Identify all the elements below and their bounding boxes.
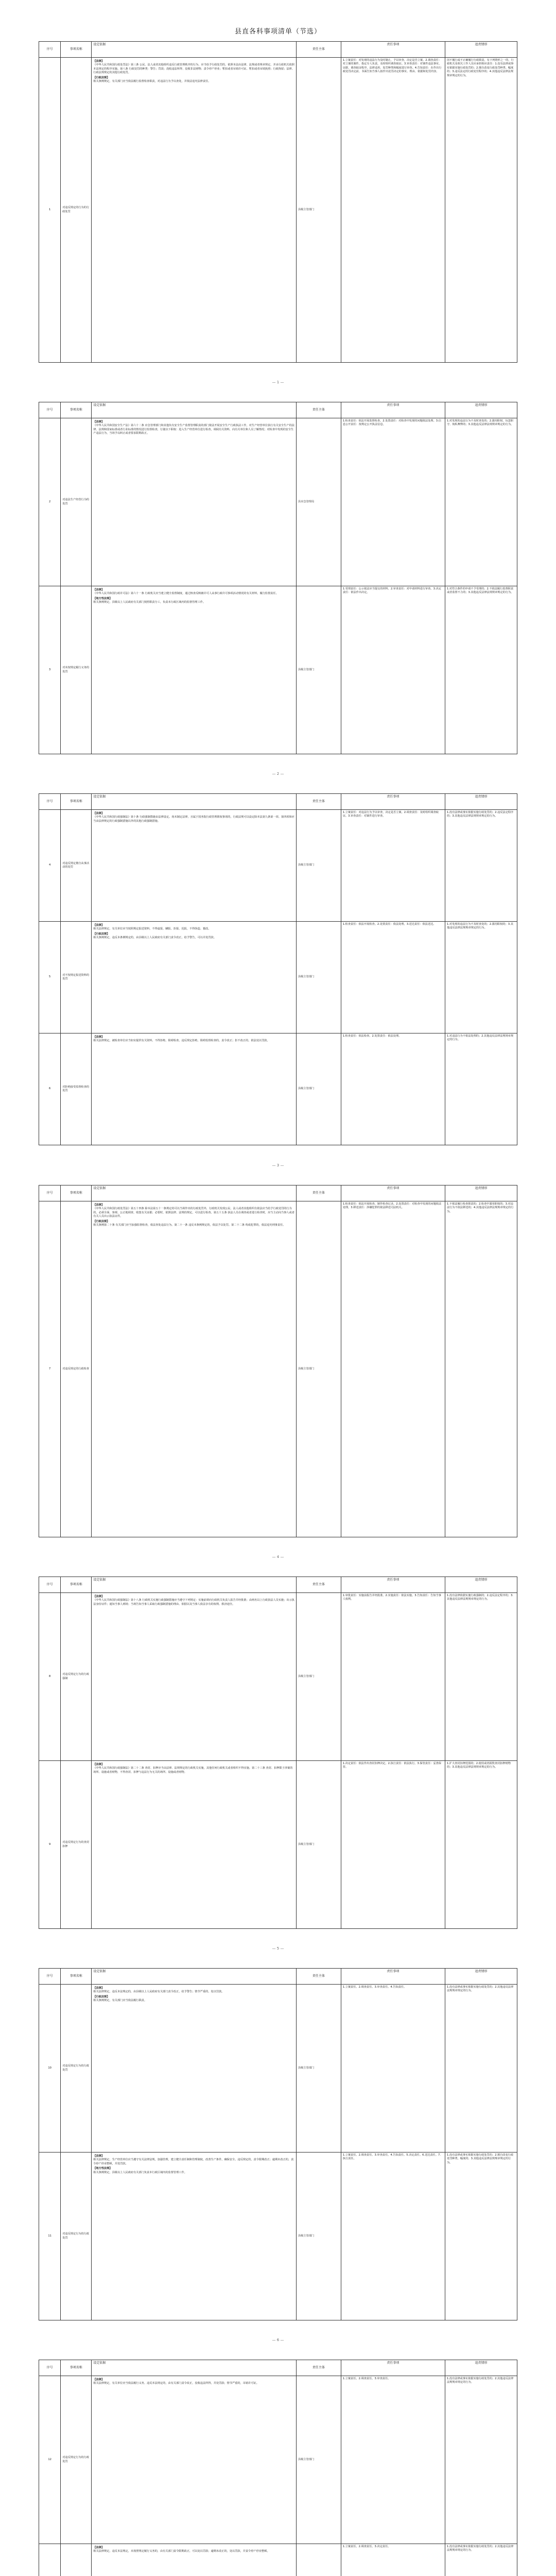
legal-basis [92,2376,297,2544]
table-header-row [39,402,517,418]
table-row [39,586,517,754]
law-citation: 【法律】 [93,924,105,927]
column-header: 设定依据 [92,2360,297,2376]
row-number: 6 [39,1033,61,1145]
table-header-row [39,42,517,58]
law-text: 相关条例规定，违反本条例规定的，由县级以上人民政府有关部门责令改正，给予警告，可以并处罚款。 [93,936,216,940]
law-text: 《中华人民共和国行政强制法》第十条 行政强制措施由法律设定。尚未制定法律，且属于国务院行政管理职权事项的，行政法规可以设定除本法第九条第一项、第四项和应当由法律规定的行政强制措施以外的其他行政强制措施。 [93,816,294,823]
row-number: 9 [39,1761,61,1929]
law-citation: 【法律】 [93,1204,105,1207]
law-text: 相关条例规定，县级以上人民政府有关部门按照职责分工，负责本行政区域内的监督管理工作。 [93,601,206,604]
column-header: 事项名称 [61,2360,92,2376]
law-text: 相关法律规定，违反本法规定的，由县级以上人民政府有关部门责令改正，给予警告；情节严重的，处以罚款。 [93,1990,224,1994]
column-header: 责任主体 [297,1969,341,1985]
table-row [39,1985,517,2153]
legal-basis [92,418,297,586]
responsibility-items: 1.检查责任：依法开展检查。2.处置责任：依法处理。3.送达责任：依法送达。 [341,922,445,1033]
responsibility-items: 1.受理责任：公示依法应当提交的材料。2.审查责任：对申请材料进行审查。3.决定责任：依法作出决定。 [341,586,445,754]
responsible-subject: 县级主管部门 [297,1201,341,1537]
row-number: 12 [39,2376,61,2544]
item-name: 对违反规定行为的行政处罚 [61,2376,92,2544]
law-citation: 【法律】 [93,420,105,423]
accountability-cases: 1.没有法律依据实施行政强制的；2.违反法定程序的；3.其他违反法律法规规章规定的行为。 [445,1593,517,1761]
responsible-subject: 县应急管理局 [297,418,341,586]
column-header: 追责情形 [445,42,517,58]
law-text: 《中华人民共和国行政强制法》第二十二条 查封、扣押应当由法律、法规规定的行政机关实施，其他任何行政机关或者组织不得实施。第二十三条 查封、扣押限于涉案的场所、设施或者财物，不得查封、扣押与违法行为无关的场所、设施或者财物。 [93,1767,293,1774]
responsible-subject: 县级主管部门 [297,810,341,922]
law-citation: 【法律】 [93,1595,105,1598]
law-citation: 【法律】 [93,812,105,815]
law-text: 相关法律规定，被检查单位应当如实提供有关资料，不得拒绝、阻碍检查。违反规定拒绝、阻碍监督检查的，责令改正；拒不改正的，依法处以罚款。 [93,1039,270,1043]
column-header: 序号 [39,402,61,418]
legal-basis [92,58,297,363]
legal-basis [92,1985,297,2153]
law-citation: 【行政法规】 [93,1995,110,1998]
law-text: 相关法律规定，有关单位应当按照规定报送资料，不得虚报、瞒报、拒报、迟报，不得伪造、篡改。 [93,927,211,931]
law-text: 相关条例规定，县级以上人民政府有关部门负责本行政区域内的监督管理工作。 [93,2171,187,2174]
law-citation: 【法律】 [93,588,105,591]
law-citation: 【法律】 [93,60,105,63]
law-citation: 【地方性法规】 [93,2167,112,2171]
table-row [39,58,517,363]
row-number: 10 [39,1985,61,2153]
law-citation: 【行政法规】 [93,76,110,79]
column-header: 设定依据 [92,1577,297,1593]
responsibility-items: 1.审批责任：实施前报告并经批准。2.实施责任：依法实施。3.告知责任：告知当事人权利。 [341,1593,445,1761]
responsible-subject: 县级主管部门 [297,922,341,1033]
responsibility-table [39,1577,517,1929]
table-row [39,922,517,1033]
responsibility-items: 1.检查责任：依法开展检查，制作检查记录。2.处置责任：对检查中发现的问题依法处理。3.移送责任：涉嫌犯罪的依法移送司法机关。 [341,1201,445,1537]
item-name: 对违反规定行为的行政处罚 [61,2153,92,2320]
responsibility-items: 1.立案责任。2.调查责任。3.审查责任。4.告知责任。5.决定责任。6.送达责任。7.执行责任。 [341,2153,445,2320]
row-number: 8 [39,1593,61,1761]
law-text: 相关法律规定，生产经营单位应当遵守有关法律法规，加强管理，建立健全责任制和管理制度，改善生产条件，确保安全。违反规定的，责令限期改正；逾期未改正的，责令停产停业整顿，并处罚款。 [93,2158,294,2165]
page-number: — 2 — [272,772,284,776]
column-header: 责任主体 [297,2360,341,2376]
responsibility-table [39,2360,517,2576]
law-citation: 【地方性法规】 [93,597,112,600]
column-header: 事项名称 [61,42,92,58]
accountability-cases: 因不履行或不正确履行行政职责，有下列情形之一的，行政机关及相关工作人员应承担相应责任：1.没有法律或事实依据实施行政处罚的；2.擅自改变行政处罚种类、幅度的；3.违反法定的行政处罚程序的；4.其他违反法律法规规章规定的行为。 [445,58,517,363]
column-header: 责任主体 [297,794,341,810]
table-row [39,1593,517,1761]
responsible-subject: 县级主管部门 [297,586,341,754]
responsible-subject: 县级主管部门 [297,1985,341,2153]
responsible-subject: 县级主管部门 [297,58,341,363]
responsible-subject [297,2544,341,2576]
responsible-subject: 县级主管部门 [297,2376,341,2544]
responsibility-table [39,41,517,363]
column-header: 设定依据 [92,1969,297,1985]
table-row [39,2376,517,2544]
item-name: 对未按规定履行义务的处罚 [61,586,92,754]
accountability-cases: 1.对发现的违法行为不及时查处的；2.滥用职权的；3.其他违反法律法规规章规定的行为。 [445,922,517,1033]
column-header: 责任主体 [297,402,341,418]
column-header: 事项名称 [61,1969,92,1985]
legal-basis [92,1593,297,1761]
column-header: 事项名称 [61,402,92,418]
row-number: 7 [39,1201,61,1537]
row-number: 2 [39,418,61,586]
column-header: 责任事项 [341,42,445,58]
column-header: 设定依据 [92,42,297,58]
accountability-cases: 1.对发现的违法行为不及时查处的；2.滥用职权、玩忽职守、徇私舞弊的；3.其他违反法律法规规章规定的行为。 [445,418,517,586]
table-header-row [39,1577,517,1593]
responsibility-items: 1.立案责任。2.调查责任。3.审查责任。4.告知责任。 [341,1985,445,2153]
column-header: 责任事项 [341,2360,445,2376]
column-header: 序号 [39,1185,61,1201]
responsibility-items: 1.立案责任。2.调查责任。3.审查责任。 [341,2376,445,2544]
responsibility-items: 1.检查责任：依法开展监督检查。2.处置责任：对检查中发现的问题依法处理。3.信息公开责任：按规定公开执法信息。 [341,418,445,586]
law-citation: 【法律】 [93,2378,105,2381]
column-header: 设定依据 [92,1185,297,1201]
accountability-cases: 1.对符合条件的申请不予受理的；2.不依法履行监督职责或者监督不力的；3.其他违反法律法规规章规定的行为。 [445,586,517,754]
column-header: 序号 [39,1577,61,1593]
accountability-cases: 1.没有法律或事实依据实施行政处罚的；2.违反法定程序的；3.其他违反法律法规规章规定的行为。 [445,810,517,922]
column-header: 序号 [39,794,61,810]
row-number: 1 [39,58,61,363]
legal-basis [92,1201,297,1537]
legal-basis [92,586,297,754]
document-title: 县直各科事项清单（节选） [234,28,321,36]
law-text: 相关法律规定，违反本法规定，未按照规定履行义务的，由有关部门责令限期改正，可以处以罚款；逾期未改正的，处以罚款，并责令停产停业整顿。 [93,2550,270,2553]
responsibility-items: 1.立案责任：对违法行为予以审查，决定是否立案。2.调查责任：及时组织调查取证。3.审查责任：对案件进行审查。 [341,810,445,922]
responsibility-items: 1.决定责任：依法作出查封扣押决定。2.执行责任：依法执行。3.保管责任：妥善保管。 [341,1761,445,1929]
legal-basis [92,1033,297,1145]
responsibility-items: 1.检查责任：依法检查。2.处置责任：依法处理。 [341,1033,445,1145]
column-header: 追责情形 [445,402,517,418]
law-citation: 【行政法规】 [93,1219,110,1223]
column-header: 追责情形 [445,1969,517,1985]
law-text: 《中华人民共和国行政处罚法》第五十四条 除本法第五十一条规定的可以当场作出的行政处罚外，行政机关发现公民、法人或者其他组织有依法应当给予行政处罚的行为的，必须全面、客观、公正地调查，收集有关证据；必要时，依照法律、法规的规定，可以进行检查。第五十五条 执法人员在调查或者进行检查时，应当主动向当事人或者有关人员出示执法证件。 [93,1207,294,1218]
column-header: 责任事项 [341,1185,445,1201]
row-number: 5 [39,922,61,1033]
responsibility-table [39,1968,517,2320]
law-text: 《中华人民共和国行政强制法》第十八条 行政机关实施行政强制措施应当遵守下列规定：实施前须向行政机关负责人报告并经批准；由两名以上行政执法人员实施；出示执法身份证件；通知当事人到场；当场告知当事人采取行政强制措施的理由、依据以及当事人依法享有的权利、救济途径。 [93,1599,294,1606]
table-header-row [39,794,517,810]
accountability-cases: 1.没有法律或事实依据实施行政处罚的；2.其他违反法律法规规章规定的行为。 [445,1985,517,2153]
table-row [39,418,517,586]
responsibility-table [39,1185,517,1537]
accountability-cases: 1.没有法律或事实依据实施行政处罚的；2.其他违反法律法规规章规定的行为。 [445,2376,517,2544]
law-citation: 【法律】 [93,1036,105,1039]
column-header: 事项名称 [61,794,92,810]
law-text: 相关法律规定，有关单位应当依法履行义务。违反本法规定的，由有关部门责令改正，没收违法所得，并处罚款；情节严重的，吊销许可证。 [93,2382,259,2385]
column-header: 追责情形 [445,2360,517,2376]
column-header: 责任主体 [297,1185,341,1201]
column-header: 追责情形 [445,1185,517,1201]
table-row [39,2153,517,2320]
column-header: 责任主体 [297,1577,341,1593]
responsible-subject: 县级主管部门 [297,1761,341,1929]
row-number: 4 [39,810,61,922]
column-header: 设定依据 [92,402,297,418]
item-name: 对违反规定行为的查封扣押 [61,1761,92,1929]
law-text: 《中华人民共和国行政许可法》第六十一条 行政机关应当建立健全监督制度，通过核查反映被许可人从事行政许可事项活动情况的有关材料，履行监督责任。 [93,592,279,596]
row-number: 11 [39,2153,61,2320]
column-header: 追责情形 [445,794,517,810]
legal-basis [92,1761,297,1929]
responsible-subject: 县级主管部门 [297,2153,341,2320]
law-citation: 【法律】 [93,1987,105,1990]
page-number: — 6 — [272,2338,284,2342]
table-row [39,2544,517,2576]
responsibility-table [39,793,517,1145]
law-text: 相关条例规定，有关部门应当依法履行监督检查职责，对违法行为予以查处，并依法追究法律责任。 [93,80,211,83]
column-header: 责任主体 [297,42,341,58]
responsibility-items: 1.立案责任。2.调查责任。3.决定责任。 [341,2544,445,2576]
column-header: 事项名称 [61,1185,92,1201]
item-name: 对违反规定的行为的行政处罚 [61,58,92,363]
legal-basis [92,922,297,1033]
item-name: 对违反规定的行政检查 [61,1201,92,1537]
column-header: 追责情形 [445,1577,517,1593]
item-name: 对违反规定行为的行政处罚 [61,1985,92,2153]
column-header: 序号 [39,2360,61,2376]
law-text: 《中华人民共和国安全生产法》第六十二条 应急管理部门和其他负有安全生产监督管理职责的部门依法开展安全生产行政执法工作，对生产经营单位执行有关安全生产的法律、法规和国家标准或者行业标准的情况进行监督检查，行使以下职权：进入生产经营单位进行检查，调阅有关资料，向有关单位和人员了解情况；对检查中发现的安全生产违法行为，当场予以纠正或者要求限期改正。 [93,424,294,435]
legal-basis [92,810,297,922]
page-number: — 5 — [272,1946,284,1951]
item-name: 对不按规定报送资料的处罚 [61,922,92,1033]
responsibility-table [39,402,517,754]
column-header: 事项名称 [61,1577,92,1593]
law-text: 相关条例规定，有关部门应当依法履行职责。 [93,1999,147,2003]
column-header: 责任事项 [341,794,445,810]
item-name [61,2544,92,2576]
column-header: 序号 [39,1969,61,1985]
accountability-cases: 1.对违法行为不依法处理的；2.其他违反法律法规规章规定的行为。 [445,1033,517,1145]
item-name: 对违法生产经营行为的处罚 [61,418,92,586]
law-citation: 【法律】 [93,2546,105,2549]
row-number: 3 [39,586,61,754]
table-header-row [39,1185,517,1201]
accountability-cases: 1.扩大查封扣押范围的；2.使用或者损毁查封扣押财物的；3.其他违反法律法规规章规定的行为。 [445,1761,517,1929]
law-citation: 【行政法规】 [93,932,110,936]
column-header: 责任事项 [341,1577,445,1593]
legal-basis [92,2153,297,2320]
row-number [39,2544,61,2576]
table-row [39,1761,517,1929]
column-header: 责任事项 [341,402,445,418]
responsibility-items: 1.立案责任：对发现的违法行为及时制止，予以审查，决定是否立案。2.调查责任：对立案的案件，指定专人负责，及时组织调查取证。3.审查责任：对案件违法事实、证据、调查取证程序、法律适用、处罚种类和幅度进行审查。4.告知责任：在作出行政处罚决定前，书面告知当事人拟作出处罚决定的事实、理由、依据和处罚内容。 [341,58,445,363]
responsible-subject: 县级主管部门 [297,1033,341,1145]
accountability-cases: 1.没有法律或事实依据实施行政处罚的；2.擅自改变行政处罚种类、幅度的；3.其他违反法律法规规章规定的行为。 [445,2153,517,2320]
table-row [39,810,517,922]
law-citation: 【法律】 [93,2155,105,2158]
accountability-cases: 1.没有法律或事实依据实施行政处罚的；2.其他违反法律法规规章规定的行为。 [445,2544,517,2576]
item-name: 对拒绝接受监督检查的处罚 [61,1033,92,1145]
item-name: 对违反规定行为的行政强制 [61,1593,92,1761]
page-number: — 4 — [272,1555,284,1559]
law-text: 《中华人民共和国行政处罚法》第三条 公民、法人或者其他组织违反行政管理秩序的行为，应当给予行政处罚的，依照本法由法律、法规或者规章规定，并由行政机关依照本法规定的程序实施。第八条 行政处罚的种类：警告；罚款；没收违法所得、没收非法财物；责令停产停业；暂扣或者吊销许可证、暂扣或者吊销执照；行政拘留；法律、行政法规规定的其他行政处罚。 [93,63,294,75]
legal-basis [92,2544,297,2576]
table-header-row [39,2360,517,2376]
accountability-cases: 1.不依法履行检查职责的；2.检查中滥用职权的；3.对违法行为不依法移送的；4.其他违反法律法规规章规定的行为。 [445,1201,517,1537]
column-header: 序号 [39,42,61,58]
column-header: 设定依据 [92,794,297,810]
page-number: — 1 — [272,380,284,384]
law-citation: 【法律】 [93,1763,105,1766]
page-number: — 3 — [272,1163,284,1167]
column-header: 责任事项 [341,1969,445,1985]
table-row [39,1201,517,1537]
table-row [39,1033,517,1145]
law-text: 相关条例第二十条 有关部门应当加强监督检查，依法查处违法行为。第二十一条 违反本条例规定的，依法予以处罚。第二十二条 构成犯罪的，依法追究刑事责任。 [93,1224,286,1227]
item-name: 对违反规定擅自从事活动的处罚 [61,810,92,922]
responsible-subject: 县级主管部门 [297,1593,341,1761]
table-header-row [39,1969,517,1985]
